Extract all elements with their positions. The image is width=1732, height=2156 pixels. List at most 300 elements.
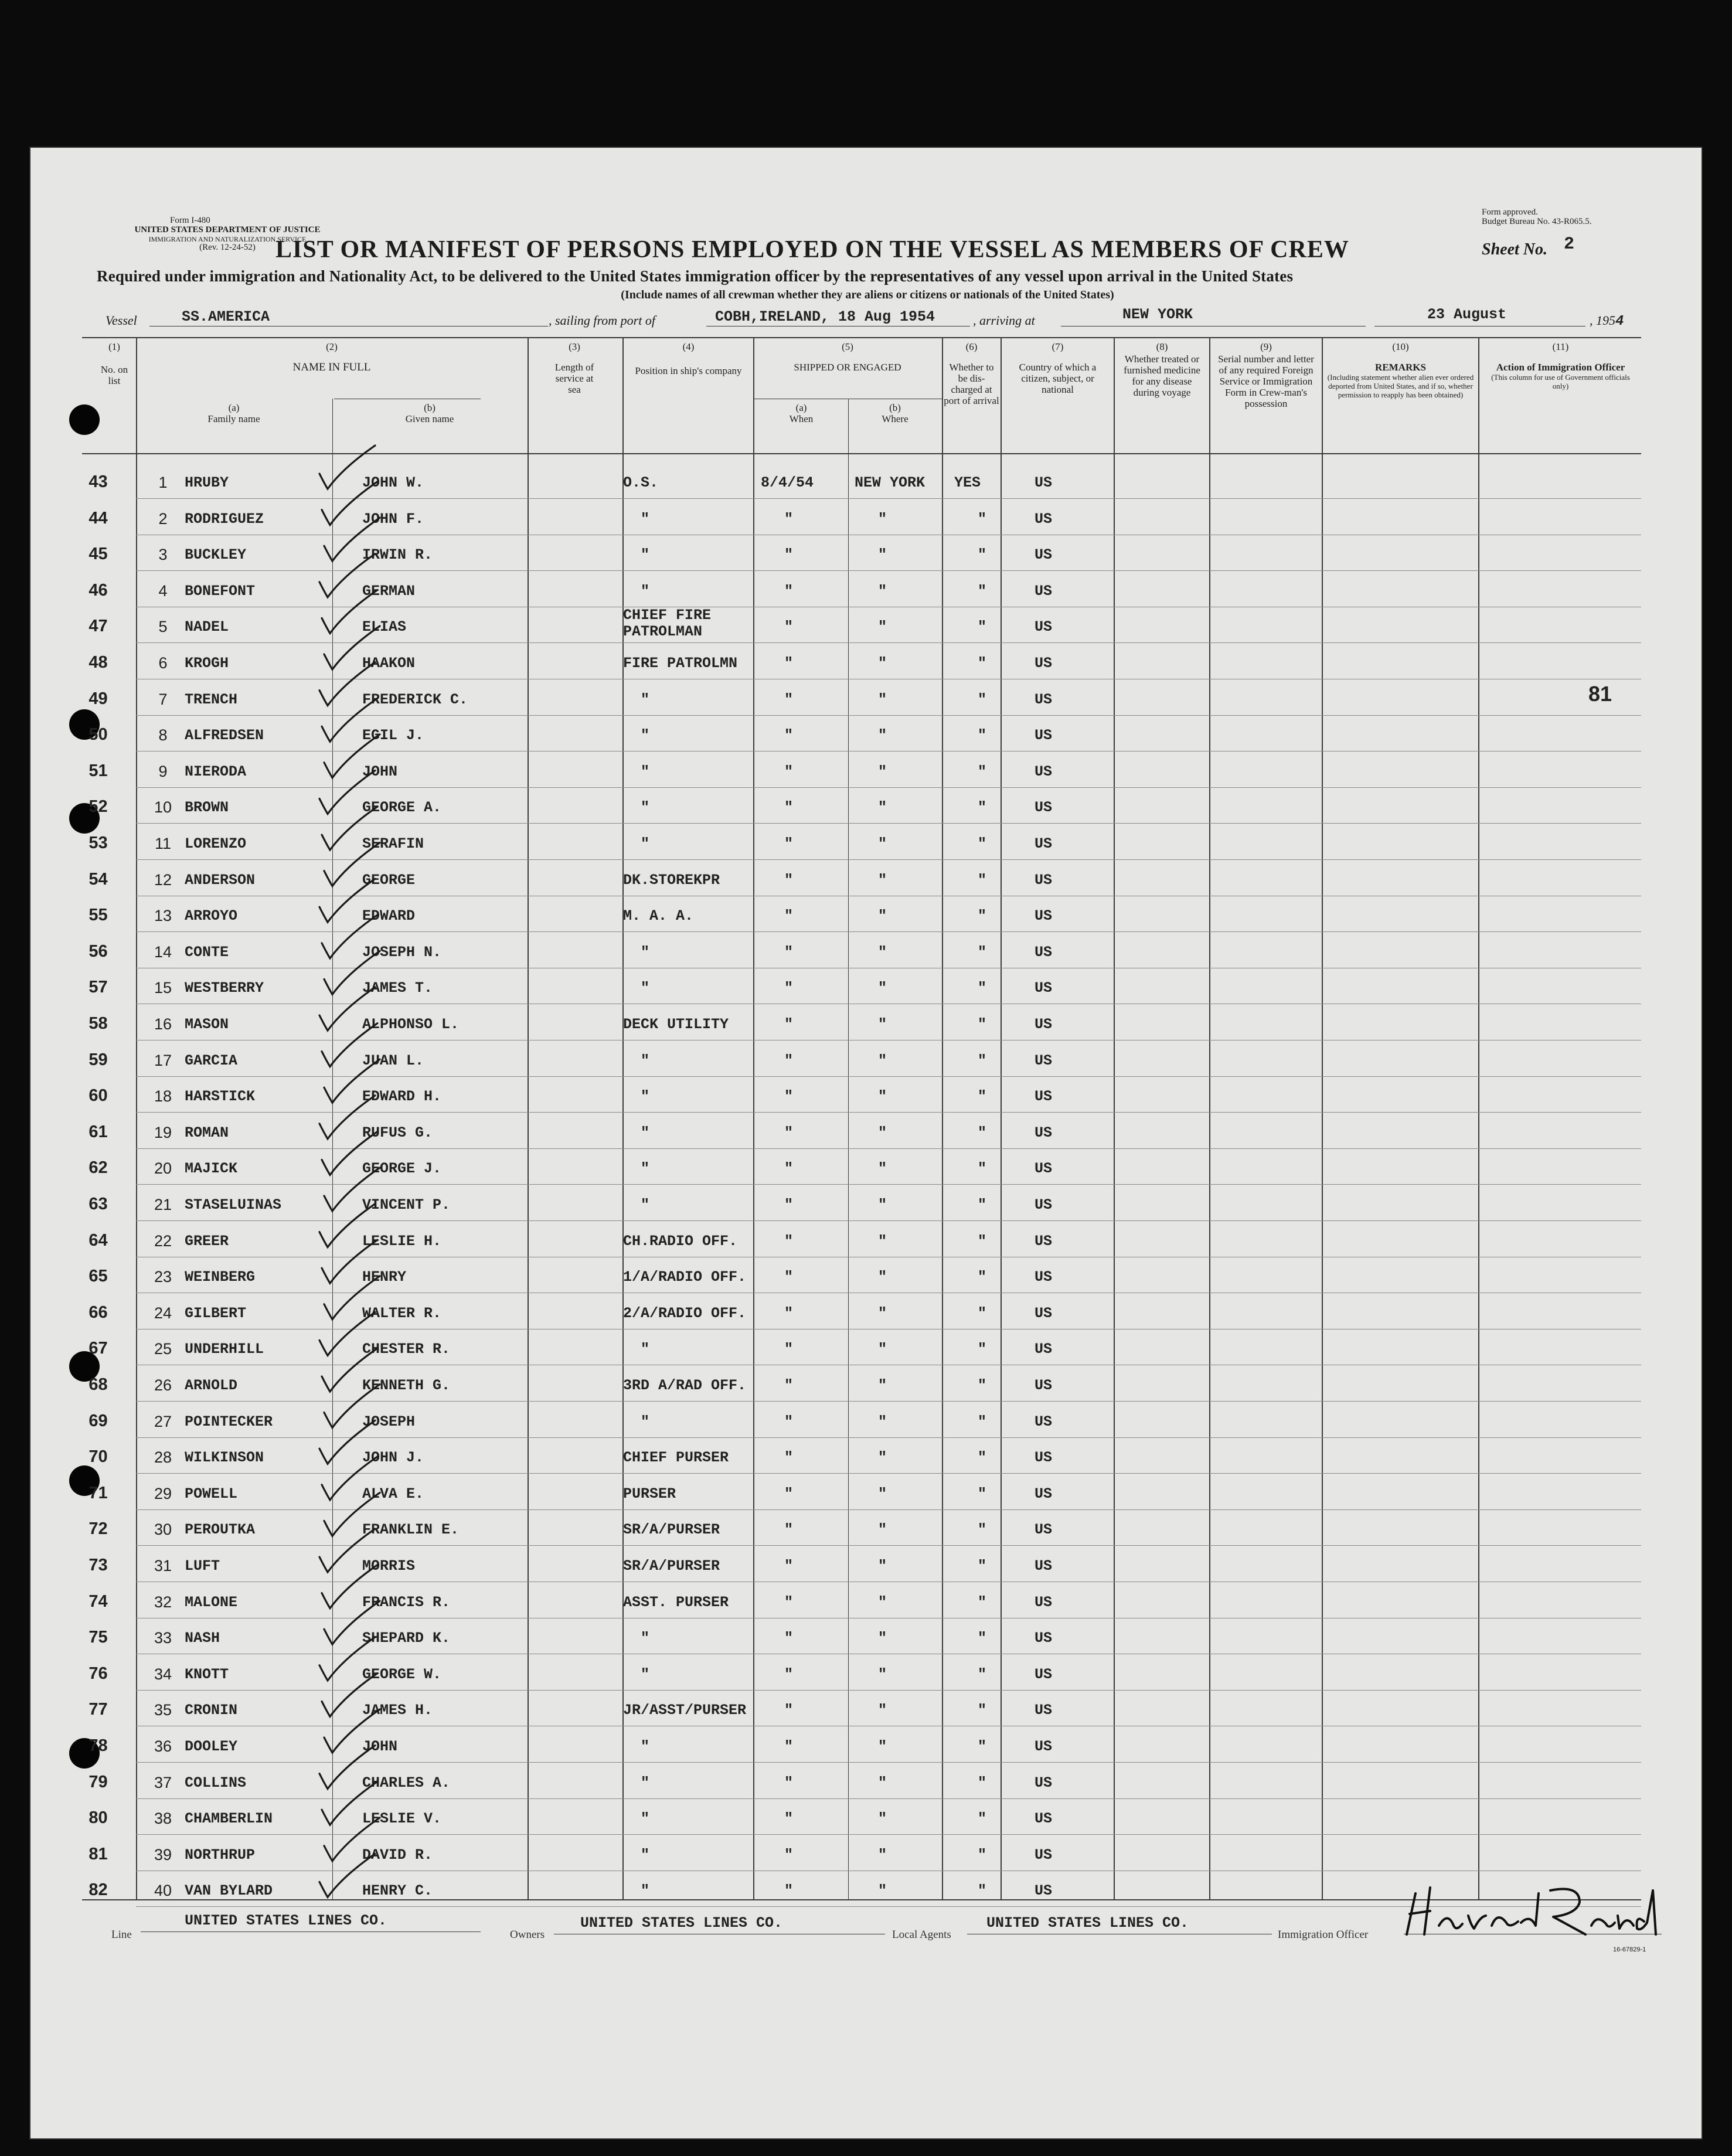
- line-number: 82: [89, 1880, 108, 1900]
- list-number: 17: [154, 1051, 172, 1069]
- line-number: 78: [89, 1736, 108, 1755]
- list-number: 38: [154, 1810, 172, 1828]
- family-name: WESTBERRY: [185, 980, 264, 997]
- discharge: ": [978, 582, 987, 600]
- family-name: WILKINSON: [185, 1449, 264, 1467]
- discharge: ": [978, 1449, 987, 1467]
- given-name: CHESTER R.: [362, 1341, 451, 1358]
- line-number: 69: [89, 1411, 108, 1430]
- checkmark: [319, 554, 375, 597]
- checkmark: [319, 1529, 375, 1572]
- position: ASST. PURSER: [623, 1593, 729, 1611]
- given-name: LESLIE V.: [362, 1810, 442, 1828]
- position: ": [641, 1630, 650, 1647]
- shipped-where: ": [878, 1882, 887, 1900]
- shipped-when: ": [784, 1593, 794, 1611]
- position: ": [641, 1413, 650, 1430]
- shipped-where: NEW YORK: [855, 474, 925, 491]
- discharge: ": [978, 1774, 987, 1791]
- shipped-where: ": [878, 799, 887, 817]
- family-name: GILBERT: [185, 1304, 247, 1322]
- line-number: 44: [89, 508, 108, 528]
- shipped-where: ": [878, 1232, 887, 1250]
- shipped-where: ": [878, 1558, 887, 1575]
- country: US: [1035, 1738, 1053, 1755]
- position: ": [641, 727, 650, 744]
- line-number: 72: [89, 1519, 108, 1539]
- shipped-when: ": [784, 1630, 794, 1647]
- shipped-when: ": [784, 907, 794, 925]
- checkmark: [324, 1492, 380, 1536]
- col-8-header: (8) Whether treated or furnished medicine for any disease during voyage: [1124, 341, 1200, 398]
- line-number: 81: [89, 1844, 108, 1863]
- shipped-where: ": [878, 1521, 887, 1539]
- country: US: [1035, 1052, 1053, 1069]
- discharge: ": [978, 871, 987, 889]
- discharge: ": [978, 835, 987, 852]
- checkmark: [324, 1818, 380, 1861]
- line-number: 51: [89, 761, 108, 780]
- list-number: 13: [154, 907, 172, 925]
- given-name: ALPHONSO L.: [362, 1016, 460, 1033]
- position: ": [641, 1665, 650, 1683]
- shipped-where: ": [878, 1016, 887, 1033]
- list-number: 32: [154, 1593, 172, 1611]
- given-name: HAAKON: [362, 655, 416, 672]
- shipped-where: ": [878, 871, 887, 889]
- list-number: 28: [154, 1448, 172, 1467]
- family-name: BONEFONT: [185, 582, 256, 600]
- vessel-name: SS.AMERICA: [182, 308, 270, 325]
- shipped-when: ": [784, 1341, 794, 1358]
- position: DECK UTILITY: [623, 1016, 729, 1033]
- checkmark: [322, 590, 377, 633]
- family-name: POINTECKER: [185, 1413, 273, 1430]
- position: O.S.: [623, 474, 659, 491]
- position: M. A. A.: [623, 907, 694, 925]
- discharge: ": [978, 1196, 987, 1213]
- checkmark: [324, 734, 380, 778]
- shipped-when: ": [784, 980, 794, 997]
- family-name: STASELUINAS: [185, 1196, 282, 1213]
- checkmark: [319, 1854, 375, 1897]
- discharge: ": [978, 1269, 987, 1286]
- line-number: 74: [89, 1592, 108, 1611]
- checkmark: [322, 698, 377, 742]
- checkmark: [322, 915, 377, 958]
- given-name: RUFUS G.: [362, 1124, 433, 1141]
- list-number: 12: [154, 870, 172, 889]
- country: US: [1035, 1882, 1053, 1900]
- position: ": [641, 691, 650, 708]
- discharge: ": [978, 655, 987, 672]
- shipped-when: ": [784, 1738, 794, 1755]
- position: ": [641, 1088, 650, 1106]
- line-number: 46: [89, 580, 108, 600]
- discharge: ": [978, 1630, 987, 1647]
- country: US: [1035, 1665, 1053, 1683]
- family-name: ANDERSON: [185, 871, 256, 889]
- position: CH.RADIO OFF.: [623, 1232, 738, 1250]
- shipped-where: ": [878, 1377, 887, 1394]
- shipped-when: ": [784, 1304, 794, 1322]
- given-name: EGIL J.: [362, 727, 424, 744]
- list-number: 20: [154, 1159, 172, 1178]
- country: US: [1035, 1232, 1053, 1250]
- position: CHIEF PURSER: [623, 1449, 729, 1467]
- checkmark: [322, 1781, 377, 1825]
- shipped-where: ": [878, 1304, 887, 1322]
- col-6-header: (6) Whether to be dis-charged at port of arrival: [944, 341, 999, 406]
- country: US: [1035, 1304, 1053, 1322]
- shipped-where: ": [878, 1665, 887, 1683]
- family-name: COLLINS: [185, 1774, 247, 1791]
- discharge: ": [978, 618, 987, 636]
- checkmark: [319, 1312, 375, 1355]
- position: ": [641, 835, 650, 852]
- checkmark: [319, 1746, 375, 1789]
- shipped-when: ": [784, 1160, 794, 1178]
- shipped-when: ": [784, 1052, 794, 1069]
- shipped-where: ": [878, 691, 887, 708]
- family-name: ARROYO: [185, 907, 238, 925]
- country: US: [1035, 1630, 1053, 1647]
- line-number: 67: [89, 1339, 108, 1358]
- discharge: ": [978, 1810, 987, 1828]
- discharge: ": [978, 1665, 987, 1683]
- line-number: 65: [89, 1267, 108, 1286]
- form-number: Form I-480: [170, 216, 210, 225]
- position: ": [641, 1846, 650, 1863]
- family-name: CHAMBERLIN: [185, 1810, 273, 1828]
- shipped-where: ": [878, 943, 887, 961]
- list-number: 30: [154, 1521, 172, 1539]
- shipped-where: ": [878, 1160, 887, 1178]
- list-number: 26: [154, 1376, 172, 1394]
- country: US: [1035, 1016, 1053, 1033]
- family-name: MASON: [185, 1016, 229, 1033]
- country: US: [1035, 582, 1053, 600]
- arriving-label: , arriving at: [973, 313, 1035, 328]
- position: JR/ASST/PURSER: [623, 1702, 747, 1719]
- list-number: 3: [158, 546, 168, 564]
- family-name: CONTE: [185, 943, 229, 961]
- shipped-where: ": [878, 546, 887, 564]
- country: US: [1035, 1449, 1053, 1467]
- position: FIRE PATROLMN: [623, 655, 738, 672]
- col-5b-header: (b) Where: [882, 402, 908, 424]
- family-name: VAN BYLARD: [185, 1882, 273, 1900]
- country: US: [1035, 1160, 1053, 1178]
- country: US: [1035, 618, 1053, 636]
- discharge: ": [978, 510, 987, 528]
- line-number: 49: [89, 689, 108, 708]
- given-name: SERAFIN: [362, 835, 424, 852]
- country: US: [1035, 763, 1053, 780]
- shipped-when: ": [784, 835, 794, 852]
- family-name: DOOLEY: [185, 1738, 238, 1755]
- checkmark: [319, 446, 375, 489]
- country: US: [1035, 1341, 1053, 1358]
- shipped-when: ": [784, 1377, 794, 1394]
- shipped-when: ": [784, 655, 794, 672]
- shipped-when: ": [784, 1124, 794, 1141]
- country: US: [1035, 871, 1053, 889]
- sheet-number: 2: [1564, 234, 1575, 254]
- checkmark: [324, 1059, 380, 1103]
- line-number: 71: [89, 1483, 108, 1502]
- shipped-when: ": [784, 1449, 794, 1467]
- checkmark: [324, 518, 380, 561]
- discharge: ": [978, 1304, 987, 1322]
- family-name: WEINBERG: [185, 1269, 256, 1286]
- given-name: EDWARD H.: [362, 1088, 442, 1106]
- list-number: 19: [154, 1123, 172, 1141]
- country: US: [1035, 943, 1053, 961]
- list-number: 16: [154, 1015, 172, 1033]
- checkmark: [319, 879, 375, 922]
- col-5-header: (5) SHIPPED OR ENGAGED: [794, 341, 901, 373]
- discharge: ": [978, 1485, 987, 1502]
- country: US: [1035, 1593, 1053, 1611]
- shipped-when: ": [784, 1016, 794, 1033]
- checkmark: [322, 1457, 377, 1500]
- line-number: 48: [89, 653, 108, 672]
- line-number: 53: [89, 834, 108, 852]
- country: US: [1035, 655, 1053, 672]
- position: ": [641, 1774, 650, 1791]
- print-code: 16-67829-1: [1613, 1946, 1646, 1953]
- shipped-when: ": [784, 943, 794, 961]
- country: US: [1035, 1774, 1053, 1791]
- service: IMMIGRATION AND NATURALIZATION SERVICE: [148, 235, 307, 243]
- discharge: ": [978, 907, 987, 925]
- country: US: [1035, 691, 1053, 708]
- shipped-where: ": [878, 510, 887, 528]
- col-4-header: (4) Position in ship's company: [635, 341, 742, 376]
- form-approved: Form approved.: [1482, 208, 1538, 217]
- list-number: 1: [158, 474, 168, 491]
- shipped-where: ": [878, 1738, 887, 1755]
- discharge: ": [978, 1738, 987, 1755]
- discharge: ": [978, 1232, 987, 1250]
- line-number: 54: [89, 869, 108, 889]
- line-number: 63: [89, 1195, 108, 1213]
- country: US: [1035, 1377, 1053, 1394]
- list-number: 27: [154, 1412, 172, 1430]
- list-number: 6: [158, 654, 168, 672]
- position: ": [641, 1810, 650, 1828]
- sheet-label: Sheet No.: [1482, 240, 1547, 259]
- list-number: 29: [154, 1484, 172, 1502]
- shipped-when: 8/4/54: [761, 474, 814, 491]
- given-name: IRWIN R.: [362, 546, 433, 564]
- line-number: 58: [89, 1014, 108, 1033]
- immigration-action: 81: [1588, 681, 1612, 706]
- position: ": [641, 980, 650, 997]
- sailing-label: , sailing from port of: [549, 313, 655, 328]
- shipped-where: ": [878, 1846, 887, 1863]
- checkmark: [319, 1204, 375, 1247]
- shipped-when: ": [784, 1558, 794, 1575]
- position: ": [641, 510, 650, 528]
- given-name: JOHN W.: [362, 474, 424, 491]
- list-number: 4: [158, 581, 168, 600]
- shipped-where: ": [878, 1810, 887, 1828]
- discharge: ": [978, 1846, 987, 1863]
- given-name: JAMES H.: [362, 1702, 433, 1719]
- checkmark: [322, 1023, 377, 1067]
- list-number: 36: [154, 1737, 172, 1755]
- list-number: 39: [154, 1845, 172, 1863]
- country: US: [1035, 510, 1053, 528]
- line-number: 56: [89, 941, 108, 961]
- given-name: LESLIE H.: [362, 1232, 442, 1250]
- given-name: SHEPARD K.: [362, 1630, 451, 1647]
- family-name: RODRIGUEZ: [185, 510, 264, 528]
- col-7-header: (7) Country of which a citizen, subject, or national: [1019, 341, 1097, 395]
- line-number: 45: [89, 545, 108, 564]
- line-number: 52: [89, 797, 108, 817]
- checkmark: [324, 1709, 380, 1753]
- list-number: 5: [158, 618, 168, 636]
- col-5a-header: (a) When: [789, 402, 814, 424]
- shipped-when: ": [784, 582, 794, 600]
- year-label: , 1954: [1590, 313, 1624, 329]
- given-name: FRANCIS R.: [362, 1593, 451, 1611]
- family-name: NADEL: [185, 618, 229, 636]
- discharge: ": [978, 1558, 987, 1575]
- col-2b-header: (b) Given name: [405, 402, 454, 424]
- given-name: JOHN: [362, 763, 398, 780]
- position: ": [641, 546, 650, 564]
- position: ": [641, 1738, 650, 1755]
- officer-label: Immigration Officer: [1278, 1929, 1369, 1941]
- shipped-where: ": [878, 1774, 887, 1791]
- arrival-date: 23 August: [1427, 306, 1507, 323]
- shipped-when: ": [784, 1665, 794, 1683]
- country: US: [1035, 1269, 1053, 1286]
- shipped-where: ": [878, 618, 887, 636]
- family-name: ROMAN: [185, 1124, 229, 1141]
- shipped-when: ": [784, 510, 794, 528]
- discharge: YES: [954, 474, 981, 491]
- discharge: ": [978, 1593, 987, 1611]
- given-name: EDWARD: [362, 907, 416, 925]
- checkmark: [322, 1565, 377, 1609]
- family-name: NIERODA: [185, 763, 247, 780]
- checkmark: [322, 1348, 377, 1392]
- shipped-where: ": [878, 1052, 887, 1069]
- shipped-where: ": [878, 1449, 887, 1467]
- discharge: ": [978, 1413, 987, 1430]
- line-number: 62: [89, 1158, 108, 1178]
- list-number: 9: [158, 762, 168, 780]
- country: US: [1035, 474, 1053, 491]
- family-name: CRONIN: [185, 1702, 238, 1719]
- list-number: 8: [158, 726, 168, 744]
- family-name: LORENZO: [185, 835, 247, 852]
- country: US: [1035, 1485, 1053, 1502]
- budget-bureau: Budget Bureau No. 43-R065.5.: [1482, 217, 1592, 226]
- family-name: MAJICK: [185, 1160, 238, 1178]
- country: US: [1035, 1124, 1053, 1141]
- col-3-header: (3) Length of service at sea: [554, 341, 594, 395]
- shipped-when: ": [784, 871, 794, 889]
- shipped-where: ": [878, 763, 887, 780]
- shipped-where: ": [878, 1196, 887, 1213]
- line-number: 57: [89, 978, 108, 997]
- checkmark: [319, 770, 375, 814]
- shipped-where: ": [878, 655, 887, 672]
- shipped-where: ": [878, 727, 887, 744]
- line-value: UNITED STATES LINES CO.: [185, 1912, 387, 1929]
- discharge: ": [978, 1088, 987, 1106]
- shipped-when: ": [784, 546, 794, 564]
- country: US: [1035, 907, 1053, 925]
- discharge: ": [978, 1377, 987, 1394]
- given-name: FRANKLIN E.: [362, 1521, 460, 1539]
- line-number: 77: [89, 1700, 108, 1719]
- given-name: JOHN F.: [362, 510, 424, 528]
- list-number: 10: [154, 798, 172, 817]
- checkmark: [324, 951, 380, 994]
- shipped-where: ": [878, 1341, 887, 1358]
- position: ": [641, 763, 650, 780]
- agents-label: Local Agents: [892, 1929, 951, 1941]
- position: ": [641, 1196, 650, 1213]
- position: ": [641, 1341, 650, 1358]
- list-number: 22: [154, 1232, 172, 1250]
- given-name: KENNETH G.: [362, 1377, 451, 1394]
- given-name: GEORGE W.: [362, 1665, 442, 1683]
- shipped-where: ": [878, 582, 887, 600]
- line-label: Line: [111, 1929, 132, 1941]
- discharge: ": [978, 1160, 987, 1178]
- checkmark: [324, 1168, 380, 1211]
- list-number: 21: [154, 1196, 172, 1213]
- country: US: [1035, 1196, 1053, 1213]
- position: 2/A/RADIO OFF.: [623, 1304, 747, 1322]
- given-name: HENRY: [362, 1269, 407, 1286]
- family-name: ALFREDSEN: [185, 727, 264, 744]
- shipped-where: ": [878, 1485, 887, 1502]
- col-10-header: (10) REMARKS (Including statement whether alien ever ordered deported from United States, and if so, whether permission to reapply has been obtained): [1327, 341, 1474, 399]
- checkmark: [322, 1131, 377, 1175]
- checkmark: [322, 807, 377, 850]
- list-number: 14: [154, 943, 172, 961]
- line-number: 68: [89, 1375, 108, 1394]
- checkmark: [319, 987, 375, 1031]
- position: 1/A/RADIO OFF.: [623, 1269, 747, 1286]
- col-9-header: (9) Serial number and letter of any required Foreign Service or Immigration Form in Crew-man's possession: [1218, 341, 1314, 409]
- given-name: JOSEPH N.: [362, 943, 442, 961]
- family-name: ARNOLD: [185, 1377, 238, 1394]
- line-number: 80: [89, 1808, 108, 1828]
- country: US: [1035, 546, 1053, 564]
- list-number: 40: [154, 1882, 172, 1900]
- departure-port: COBH,IRELAND, 18 Aug 1954: [715, 308, 935, 325]
- shipped-where: ": [878, 835, 887, 852]
- shipped-when: ": [784, 1521, 794, 1539]
- list-number: 7: [158, 690, 168, 708]
- given-name: ALVA E.: [362, 1485, 424, 1502]
- list-number: 35: [154, 1701, 172, 1719]
- family-name: UNDERHILL: [185, 1341, 264, 1358]
- line-number: 61: [89, 1122, 108, 1141]
- officer-signature: [1404, 1870, 1662, 1946]
- given-name: JOHN: [362, 1738, 398, 1755]
